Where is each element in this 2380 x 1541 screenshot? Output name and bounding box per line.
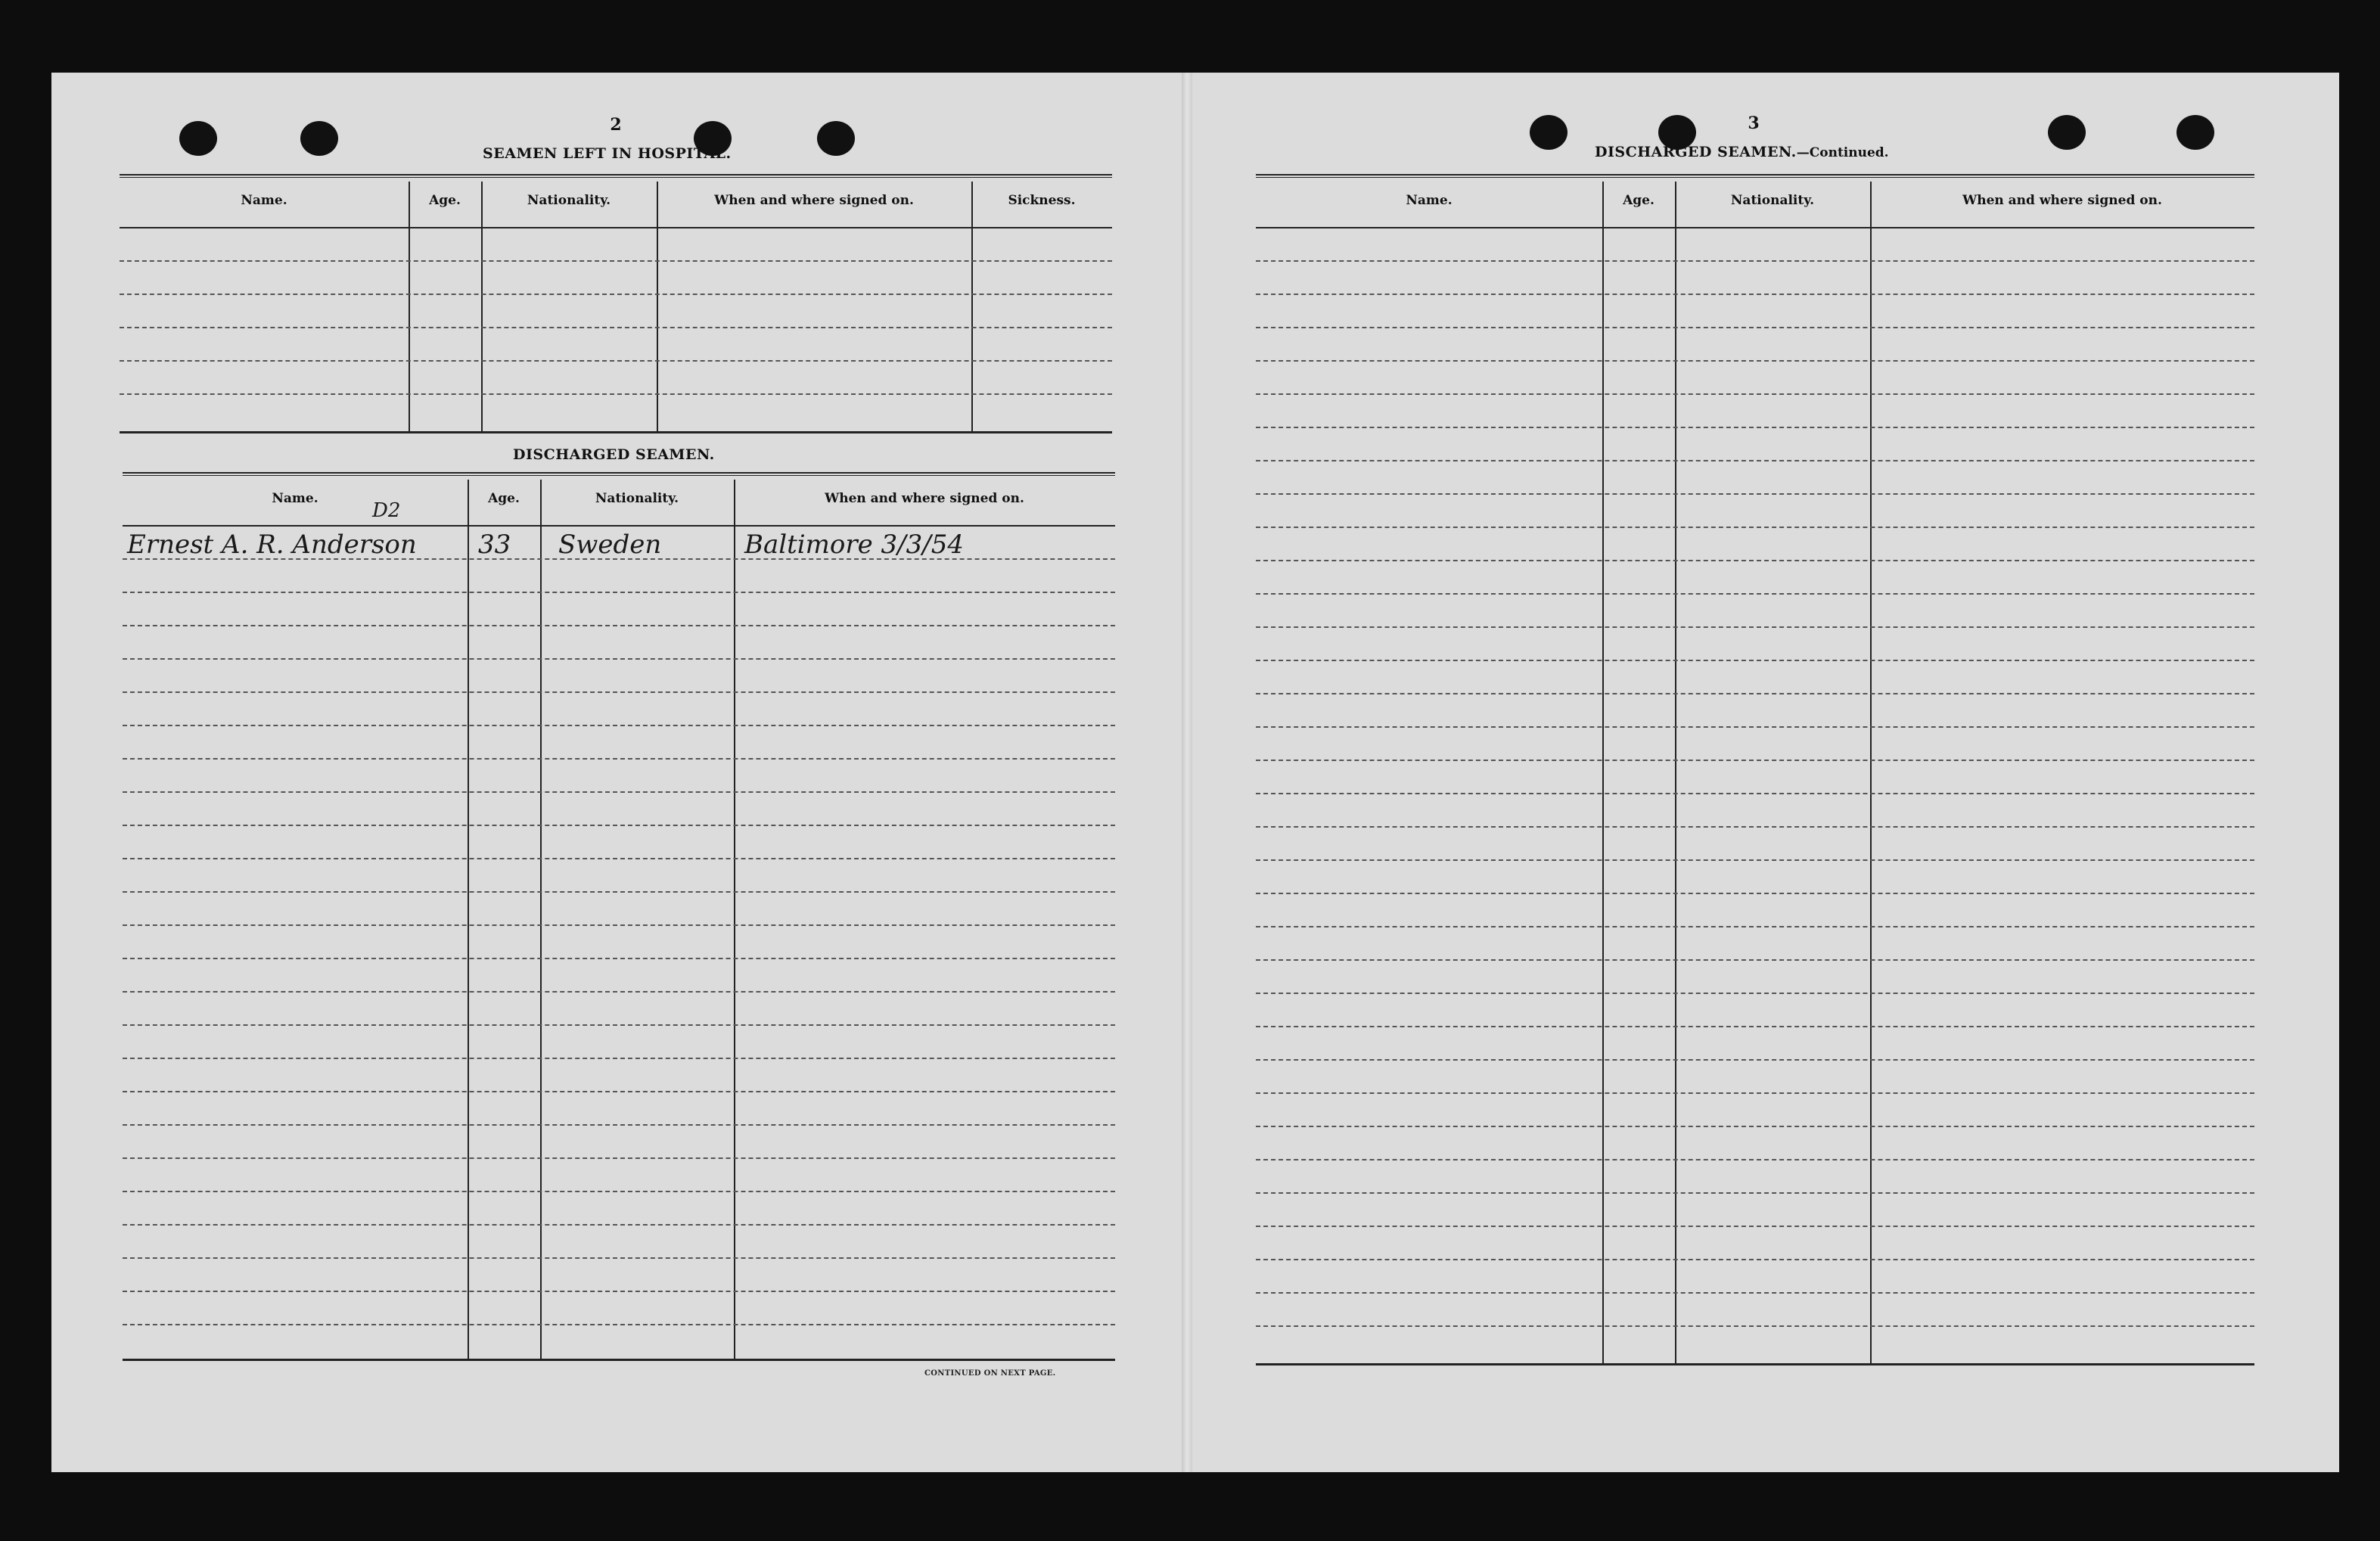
ruled-line <box>1256 593 2254 595</box>
ruled-line <box>123 991 1115 993</box>
ruled-line <box>1256 493 2254 495</box>
ruled-line <box>1256 1159 2254 1160</box>
ruled-line <box>123 825 1115 826</box>
discharged-table <box>123 472 1115 1365</box>
ruled-line <box>123 891 1115 893</box>
ruled-line <box>123 625 1115 626</box>
ruled-line <box>123 1224 1115 1226</box>
ruled-line <box>1256 760 2254 761</box>
right-section-title <box>1595 144 1889 160</box>
punch-hole <box>300 121 338 156</box>
ruled-line <box>1256 793 2254 794</box>
ruled-line <box>1256 859 2254 861</box>
ruled-line <box>1256 1092 2254 1094</box>
entry-name: Ernest A. R. Anderson <box>127 530 417 560</box>
discharged-continued-table <box>1256 174 2254 1369</box>
ruled-line <box>1256 527 2254 528</box>
entry-mark: D2 <box>372 499 401 522</box>
col-header-signed-on: When and where signed on. <box>714 193 914 208</box>
ruled-line <box>1256 327 2254 328</box>
footer-continued: CONTINUED ON NEXT PAGE. <box>924 1369 1056 1378</box>
col-header-nationality: Nationality. <box>1730 193 1815 208</box>
ruled-line <box>123 1091 1115 1092</box>
col-header-nationality: Nationality. <box>527 193 611 208</box>
page-fold <box>1182 73 1192 1472</box>
ruled-line <box>123 725 1115 726</box>
ruled-line <box>123 758 1115 760</box>
right-section-title-cont: —Continued. <box>1796 145 1889 160</box>
punch-hole <box>2048 115 2086 150</box>
col-header-age: Age. <box>488 491 520 506</box>
ruled-line <box>123 1191 1115 1192</box>
punch-hole <box>1530 115 1568 150</box>
ruled-line <box>1256 959 2254 961</box>
punch-hole <box>179 121 217 156</box>
ruled-line <box>1256 626 2254 628</box>
ruled-line <box>123 592 1115 593</box>
punch-hole <box>817 121 855 156</box>
ruled-line <box>1256 726 2254 728</box>
page-number: 3 <box>1748 113 1760 133</box>
page-number: 2 <box>610 115 622 135</box>
col-header-name: Name. <box>1406 193 1453 208</box>
col-header-signed-on: When and where signed on. <box>825 491 1024 506</box>
ruled-line <box>1256 660 2254 661</box>
ruled-line <box>123 658 1115 660</box>
ruled-line <box>123 1157 1115 1159</box>
ruled-line <box>1256 260 2254 262</box>
ruled-line <box>1256 893 2254 894</box>
ruled-line <box>123 691 1115 693</box>
hospital-section-title: SEAMEN LEFT IN HOSPITAL. <box>483 145 732 162</box>
ruled-line <box>1256 560 2254 561</box>
ruled-line <box>123 791 1115 793</box>
ruled-line <box>123 1291 1115 1292</box>
col-header-signed-on: When and where signed on. <box>1962 193 2162 208</box>
ruled-line <box>123 1124 1115 1126</box>
ruled-line <box>1256 1259 2254 1260</box>
ruled-line <box>1256 926 2254 927</box>
hospital-table <box>120 174 1112 439</box>
ruled-line <box>123 1058 1115 1059</box>
col-header-sickness: Sickness. <box>1008 193 1076 208</box>
ruled-line <box>1256 393 2254 395</box>
col-header-name: Name. <box>272 491 318 506</box>
ruled-line <box>1256 1192 2254 1194</box>
ruled-line <box>1256 460 2254 461</box>
ruled-line <box>1256 427 2254 428</box>
ruled-line <box>1256 1126 2254 1127</box>
ruled-line <box>123 1324 1115 1325</box>
ruled-line <box>123 1024 1115 1026</box>
punch-hole <box>2176 115 2214 150</box>
col-header-nationality: Nationality. <box>595 491 679 506</box>
ruled-line <box>1256 1026 2254 1027</box>
right-section-title-main: DISCHARGED SEAMEN. <box>1595 144 1797 160</box>
ruled-line <box>123 858 1115 859</box>
ruled-line <box>1256 294 2254 295</box>
col-header-age: Age. <box>1623 193 1655 208</box>
ruled-line <box>123 958 1115 959</box>
ruled-line <box>1256 1059 2254 1061</box>
ruled-line <box>1256 993 2254 994</box>
ruled-line <box>1256 1226 2254 1227</box>
ruled-line <box>123 924 1115 926</box>
entry-nationality: Sweden <box>558 530 662 560</box>
ruled-line <box>1256 1325 2254 1327</box>
ruled-line <box>1256 1292 2254 1294</box>
discharged-section-title: DISCHARGED SEAMEN. <box>513 446 715 463</box>
ruled-line <box>123 1257 1115 1259</box>
col-header-name: Name. <box>241 193 287 208</box>
entry-signed-on: Baltimore 3/3/54 <box>744 530 964 560</box>
ruled-line <box>1256 360 2254 362</box>
col-header-age: Age. <box>429 193 461 208</box>
ruled-line <box>1256 826 2254 828</box>
entry-age: 33 <box>478 530 511 560</box>
ruled-line <box>1256 693 2254 694</box>
